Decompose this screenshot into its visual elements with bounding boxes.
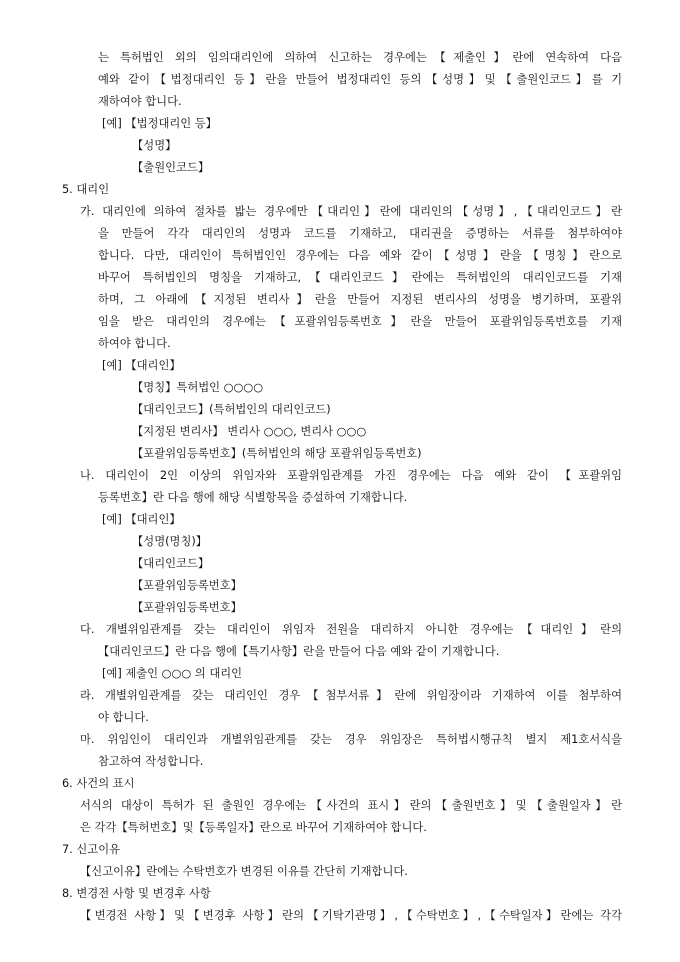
s5-da-example: [예] 제출인 ○○○ 의 대리인 <box>102 667 243 680</box>
s5-da-line: 【대리인코드】란 다음 행에【특기사항】란을 만들어 다음 예와 같이 기재합니다. <box>98 645 500 658</box>
s5-ga-line: 하며, 그 아래에【지정된 변리사】란을 만들어 지정된 변리사의 성명을 병기하며, 포괄위 <box>98 293 622 306</box>
section-8-heading: 8. 변경전 사항 및 변경후 사항 <box>62 887 211 900</box>
s5-ga-example-item: 【포괄위임등록번호】(특허법인의 해당 포괄위임등록번호) <box>132 447 422 460</box>
s5-ga-example-item: 【지정된 변리사】 변리사 ○○○, 변리사 ○○○ <box>132 425 367 438</box>
section-7-heading: 7. 신고이유 <box>62 843 121 856</box>
s5-na-line: 등록번호】란 다음 행에 해당 식별항목을 증설하여 기재합니다. <box>98 491 408 504</box>
s5-ra-line: 라. 개별위임관계를 갖는 대리인인 경우【첨부서류】란에 위임장이라 기재하여 이를 첨부하여 <box>80 689 622 702</box>
section-6-heading: 6. 사건의 표시 <box>62 777 135 790</box>
intro-example-item: 【출원인코드】 <box>132 161 210 174</box>
s5-da-line: 다. 개별위임관계를 갖는 대리인이 위임자 전원을 대리하지 아니한 경우에는【대리인】란의 <box>80 623 622 636</box>
s5-ga-example-item: 【대리인코드】(특허법인의 대리인코드) <box>132 403 331 416</box>
s5-na-line: 나. 대리인이 2인 이상의 위임자와 포괄위임관계를 가진 경우에는 다음 예와 같이 【포괄위임 <box>80 469 622 482</box>
intro-line-3: 재하여야 합니다. <box>98 95 182 108</box>
s8-line: 【변경전 사항】및【변경후 사항】란의【기탁기관명】,【수탁번호】,【수탁일자】란에는 각각 <box>80 909 622 922</box>
s5-na-example-item: 【포괄위임등록번호】 <box>132 601 242 614</box>
s5-ga-line: 을 만들어 각각 대리인의 성명과 코드를 기재하고, 대리권을 증명하는 서류를 첨부하여야 <box>98 227 622 240</box>
s5-ga-line: 임을 받은 대리인의 경우에는【포괄위임등록번호】란을 만들어 포괄위임등록번호를 기재 <box>98 315 622 328</box>
s5-ga-example-item: 【명칭】특허법인 ○○○○ <box>132 381 264 394</box>
intro-example-head: [예] 【법정대리인 등】 <box>102 117 217 130</box>
intro-line-1: 는 특허법인 외의 임의대리인에 의하여 신고하는 경우에는【제출인】란에 연속하여 다음 <box>98 51 622 64</box>
s5-ga-line: 가. 대리인에 의하여 절차를 밟는 경우에만【대리인】란에 대리인의【성명】,【대리인코드】란 <box>80 205 622 218</box>
intro-example-item: 【성명】 <box>132 139 177 152</box>
s5-ga-line: 합니다. 다만, 대리인이 특허법인인 경우에는 다음 예와 같이【성명】란을【명칭】란으로 <box>98 249 622 262</box>
s5-na-example-item: 【대리인코드】 <box>132 557 210 570</box>
section-5-heading: 5. 대리인 <box>62 183 110 196</box>
s5-na-example-item: 【성명(명칭)】 <box>132 535 208 548</box>
s5-ma-line: 마. 위임인이 대리인과 개별위임관계를 갖는 경우 위임장은 특허법시행규칙 별지 제1호서식을 <box>80 733 622 746</box>
s5-ga-example-head: [예] 【대리인】 <box>102 359 181 372</box>
intro-line-2: 예와 같이【법정대리인 등】란을 만들어 법정대리인 등의【성명】및【출원인코드】를 기 <box>98 73 622 86</box>
s6-line: 서식의 대상이 특허가 된 출원인 경우에는【사건의 표시】란의【출원번호】및【출원일자】란 <box>80 799 622 812</box>
s5-na-example-head: [예] 【대리인】 <box>102 513 181 526</box>
s5-ra-line: 야 합니다. <box>98 711 149 724</box>
s5-na-example-item: 【포괄위임등록번호】 <box>132 579 242 592</box>
s5-ma-line: 참고하여 작성합니다. <box>98 755 204 768</box>
s7-line: 【신고이유】란에는 수탁번호가 변경된 이유를 간단히 기재합니다. <box>80 865 408 878</box>
s5-ga-line: 하여야 합니다. <box>98 337 171 350</box>
s6-line: 은 각각【특허번호】및【등록일자】란으로 바꾸어 기재하여야 합니다. <box>80 821 427 834</box>
s5-ga-line: 바꾸어 특허법인의 명칭을 기재하고,【대리인코드】란에는 특허법인의 대리인코드를 기재 <box>98 271 622 284</box>
